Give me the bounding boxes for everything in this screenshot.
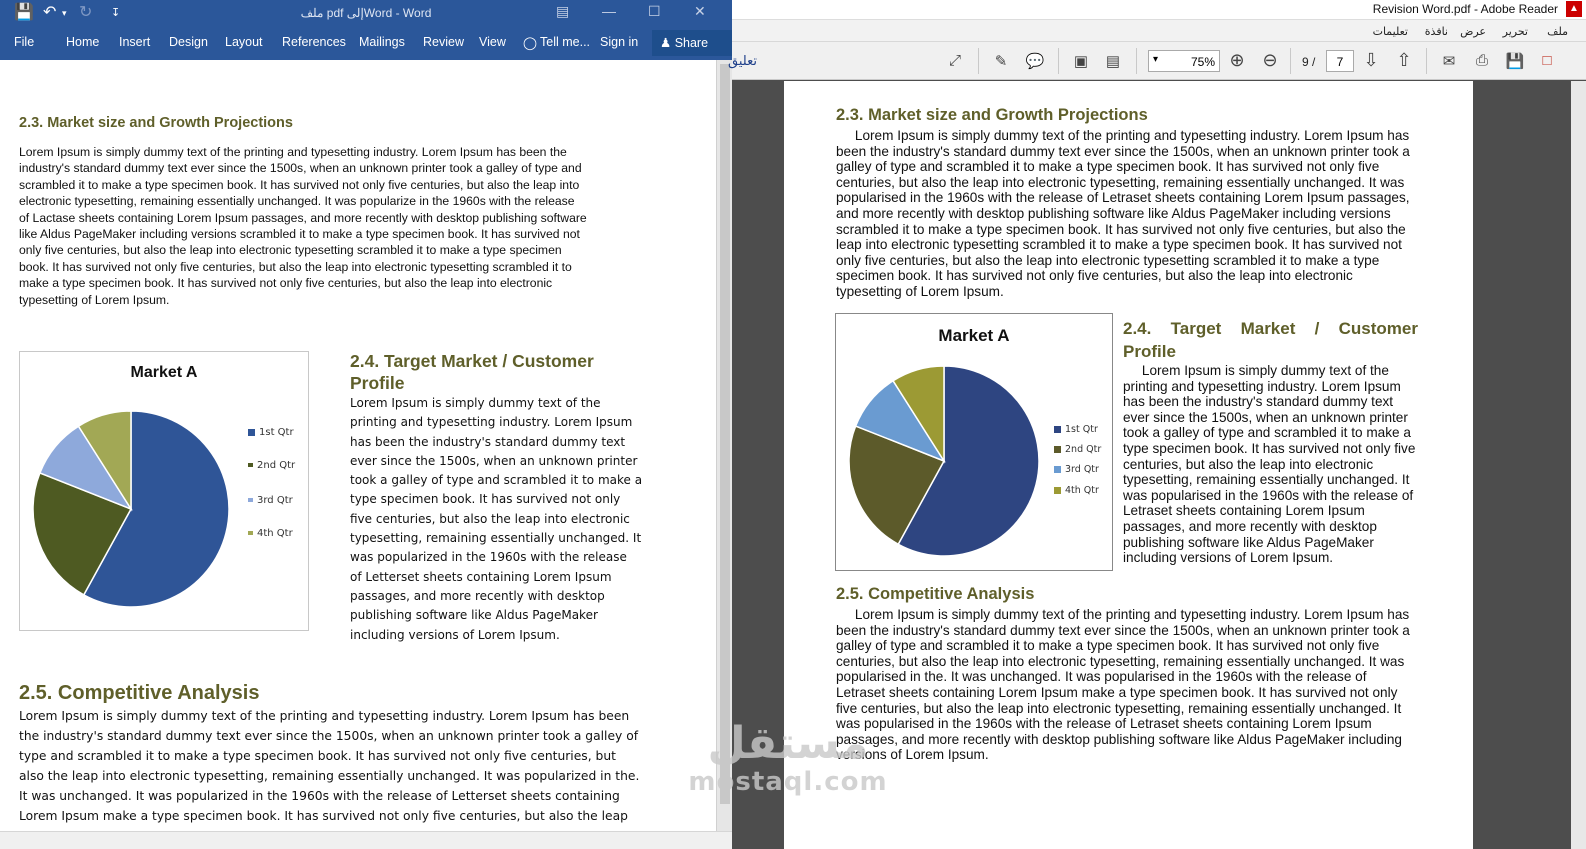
section-2-5-body (836, 607, 1418, 763)
text-line: been the industry's standard dummy text ever since the 1500s, when an unknown printer took a (836, 143, 1410, 159)
menu-file[interactable]: ملف (1547, 25, 1568, 38)
ribbon-tabs (0, 28, 732, 60)
heading-line: 2.4. Target Market / Customer (350, 351, 594, 371)
text-line: five centuries, but also the leap into electronic typesetting, remaining essentially unchanged. It (836, 700, 1402, 716)
text-line: has been the industry's standard dummy text (1123, 394, 1394, 410)
text-line: five centuries, but also the leap into electronic (350, 511, 630, 526)
share-label: Share (674, 36, 709, 50)
legend-swatch (248, 463, 253, 467)
text-line: leap into electronic typesetting scrambled it to make a type specimen book. It has survived not (836, 237, 1402, 253)
text-line: has been the industry's standard dummy text (350, 434, 626, 449)
close-icon[interactable]: ✕ (694, 3, 706, 19)
text-line: also the leap into electronic typesetting, remaining essentially unchanged. It was popularized in the. (19, 769, 640, 783)
text-line: printing and typesetting industry. Lorem Ipsum (1123, 378, 1401, 394)
adobe-titlebar (732, 0, 1586, 20)
tab-references[interactable]: References (282, 35, 346, 49)
fit-page-icon[interactable]: ▣ (1073, 53, 1089, 70)
section-heading-2-3: 2.3. Market size and Growth Projections (836, 106, 1148, 124)
legend-item (248, 495, 293, 506)
text-line: galley of type and scrambled it to make a type specimen book. It has survived not only five (836, 159, 1380, 175)
legend-label: 4th Qtr (257, 528, 293, 539)
watermark-arabic: مستقل (707, 718, 869, 769)
share-button[interactable] (652, 30, 734, 56)
market-a-chart[interactable] (835, 313, 1113, 571)
text-line: popularised in the. It was unchanged. It was popularised in the 1960s with the release of (836, 669, 1367, 685)
text-line: only five centuries, but also the leap into electronic typesetting scrambled it to make a type specimen (19, 243, 562, 258)
word-horizontal-scrollbar[interactable] (0, 831, 732, 849)
tab-file[interactable]: File (14, 35, 35, 49)
sign-in-link[interactable]: Sign in (600, 35, 639, 49)
word-titlebar (0, 0, 732, 28)
text-line: centuries, but also the leap into electronic (1123, 456, 1374, 472)
customize-toolbar-icon[interactable]: ↧ (111, 7, 121, 19)
pie-chart (20, 352, 310, 632)
menu-edit[interactable]: تحرير (1502, 25, 1528, 38)
legend-item (1054, 424, 1098, 435)
text-line: of Letterset sheets containing Lorem Ipsum (350, 569, 612, 584)
tab-insert[interactable]: Insert (119, 35, 151, 49)
text-line: Letraset sheets containing Lorem Ipsum (1123, 503, 1365, 519)
toolbar-separator (1426, 48, 1427, 74)
legend-swatch (248, 531, 253, 535)
text-line: passages, and more recently with desktop (1123, 518, 1377, 534)
undo-icon[interactable]: ↶ (43, 4, 57, 21)
text-line: make a type specimen book. It has survived not only five centuries, but also the leap into electronic (19, 276, 553, 291)
pie-chart (836, 314, 1114, 572)
legend-item (248, 427, 294, 438)
adobe-menubar (732, 20, 1586, 42)
print-icon[interactable]: ⎙ (1475, 52, 1488, 69)
text-line: like Aldus PageMaker including versions scrambled it to make a type specimen book. It has survived not (19, 227, 580, 242)
zoom-value: 75% (1190, 55, 1215, 69)
tab-home[interactable]: Home (66, 35, 100, 49)
document-background (1473, 81, 1571, 849)
text-line: centuries, but also the leap into electronic typesetting, remaining essentially unchanged. It was (836, 653, 1405, 669)
text-line: typesetting, remaining essentially unchanged. It (350, 531, 642, 546)
heading-line: Profile (1123, 342, 1176, 361)
text-line: was popularised in the 1960s with the release of Letraset sheets containing Lorem Ipsum (836, 716, 1372, 732)
chart-title: Market A (938, 326, 1010, 345)
legend-swatch (1054, 446, 1061, 453)
word-vertical-scrollbar[interactable] (716, 60, 732, 831)
market-a-chart[interactable] (19, 351, 309, 631)
window-title: ملف pdf إلىWord - Word (300, 6, 432, 20)
text-line: was popularised in the 1960s with the release of (1123, 487, 1414, 503)
text-line: including versions of Lorem Ipsum. (350, 627, 560, 642)
undo-dropdown-icon[interactable]: ▾ (62, 8, 67, 18)
lightbulb-icon: ◯ (523, 36, 537, 50)
legend-swatch (1054, 487, 1061, 494)
section-heading-2-4 (1123, 317, 1418, 363)
tab-layout[interactable]: Layout (225, 35, 263, 49)
legend-swatch (1054, 426, 1061, 433)
fullscreen-icon[interactable]: ⤢ (948, 52, 961, 69)
window-title: Revision Word.pdf - Adobe Reader (1372, 2, 1558, 16)
section-heading-2-5: 2.5. Competitive Analysis (836, 585, 1035, 603)
text-line: industry's standard dummy text ever since the 1500s, when an unknown printer took a galley of type and (19, 161, 582, 176)
adobe-vertical-scrollbar[interactable] (1571, 81, 1586, 849)
text-line: Lorem Ipsum make a type specimen book. It has survived not only five centuries, but also the leap (19, 809, 628, 823)
text-line: typesetting of Lorem Ipsum. (836, 283, 1004, 299)
text-line: type specimen book. It has survived not only five (1123, 440, 1416, 456)
page-number-input[interactable]: 7 (1326, 50, 1354, 72)
previous-page-icon[interactable]: ⇧ (1396, 50, 1412, 70)
text-line: It was unchanged. It was popularized in the 1960s with the release of Letterset sheets containing (19, 789, 620, 803)
text-line: Lorem Ipsum is simply dummy text of the (1123, 363, 1389, 378)
text-line: electronic typesetting, remaining essentially unchanged. It was popularize in the 1960s with the release (19, 194, 575, 209)
redo-icon[interactable]: ↻ (79, 4, 93, 21)
text-line: type and scrambled it to make a type specimen book. It has survived not only five centuries, but (19, 749, 616, 763)
text-line: scrambled it to make a type specimen book. It has survived not only five centuries, but also the leap into (19, 177, 580, 192)
heading-line: 2.4. Target Market / Customer (1123, 319, 1418, 338)
section-heading-2-4 (350, 350, 594, 394)
legend-label: 4th Qtr (1065, 485, 1099, 496)
text-line: Lorem Ipsum is simply dummy text of the printing and typesetting industry. Lorem Ipsum has (836, 128, 1410, 143)
tab-review[interactable]: Review (423, 35, 464, 49)
legend-item (248, 460, 295, 471)
text-line: the industry's standard dummy text ever since the 1500s, when an unknown printer took a galley of (19, 729, 639, 743)
text-line: took a galley of type and scrambled it to make a (1123, 425, 1411, 441)
text-line: publishing software like Aldus PageMaker (1123, 534, 1374, 550)
text-line: was popularized in the 1960s with the release (350, 550, 627, 565)
text-line: type specimen book. It has survived not only (350, 492, 621, 507)
word-document-page[interactable] (0, 60, 716, 831)
text-line: typesetting of Lorem Ipsum. (19, 292, 170, 307)
legend-label: 3rd Qtr (257, 495, 293, 506)
text-line: printing and typesetting industry. Lorem Ipsum (350, 415, 633, 430)
section-2-4-body (1123, 363, 1418, 566)
section-2-3-body (19, 144, 587, 308)
scroll-mode-icon[interactable]: ▤ (1105, 53, 1121, 70)
text-line: centuries, but also the leap into electronic typesetting, remaining essentially unchanged. It was (836, 174, 1405, 190)
text-line: Lorem Ipsum is simply dummy text of the (350, 396, 601, 410)
word-window (0, 0, 732, 849)
legend-item (248, 528, 293, 539)
menu-window[interactable]: نافذة (1424, 25, 1448, 38)
toolbar-separator (1058, 48, 1059, 74)
section-2-3-body (836, 128, 1418, 300)
toolbar-separator (1290, 48, 1291, 74)
text-line: Lorem Ipsum is simply dummy text of the printing and typesetting industry. Lorem Ipsum has (836, 607, 1410, 622)
text-line: specimen book. It has survived not only five centuries, but also the leap into electronic (836, 268, 1353, 284)
text-line: Lorem Ipsum is simply dummy text of the printing and typesetting industry. Lorem Ipsum has been (19, 709, 630, 723)
legend-label: 2nd Qtr (1065, 444, 1102, 455)
text-line: scrambled it to make a type specimen book. It has survived not only five centuries, but also the (836, 221, 1406, 237)
legend-swatch (248, 498, 253, 502)
legend-swatch (248, 429, 255, 436)
tab-mailings[interactable]: Mailings (359, 35, 405, 49)
maximize-icon[interactable]: ☐ (648, 3, 661, 19)
mostaql-watermark (688, 720, 888, 796)
create-pdf-icon[interactable]: □ (1542, 52, 1552, 69)
comment-button[interactable]: تعليق (728, 54, 757, 69)
save-icon[interactable]: 💾 (1505, 53, 1525, 70)
legend-label: 2nd Qtr (257, 460, 296, 471)
text-line: publishing software like Aldus PageMaker (350, 608, 598, 623)
tab-view[interactable]: View (479, 35, 506, 49)
legend-item (1054, 464, 1099, 475)
text-line: and more recently with desktop publishing software like Aldus PageMaker including versions (836, 205, 1391, 221)
text-line: only five centuries, but also the leap into electronic typesetting scrambled it to make a type (836, 252, 1380, 268)
legend-label: 3rd Qtr (1065, 464, 1099, 475)
watermark-domain: mostaql.com (688, 767, 888, 797)
text-line: of Lactase sheets containing Lorem Ipsum passages, and more recently with desktop publishing software (19, 210, 587, 225)
save-icon[interactable]: 💾 (14, 4, 34, 21)
zoom-in-icon[interactable]: ⊕ (1229, 50, 1245, 70)
text-line: been the industry's standard dummy text ever since the 1500s, when an unknown printer took a (836, 622, 1410, 638)
sign-icon[interactable]: ✎ (994, 53, 1008, 70)
menu-view[interactable]: عرض (1460, 25, 1486, 38)
section-heading-2-5: 2.5. Competitive Analysis (19, 682, 260, 704)
adobe-toolbar (728, 42, 1586, 80)
menu-help[interactable]: تعليمات (1372, 25, 1408, 38)
comment-bubble-icon[interactable]: 💬 (1025, 53, 1045, 70)
legend-label: 1st Qtr (259, 427, 294, 438)
tab-design[interactable]: Design (169, 35, 208, 49)
section-heading-2-3: 2.3. Market size and Growth Projections (19, 115, 293, 131)
text-line: typesetting, remaining essentially unchanged. It (1123, 472, 1410, 488)
section-2-5-body (19, 706, 639, 826)
text-line: passages, and more recently with desktop (350, 588, 605, 603)
page-total: 9 / (1302, 55, 1316, 69)
text-line: including versions of Lorem Ipsum. (1123, 550, 1334, 566)
chevron-down-icon[interactable]: ▾ (1153, 54, 1159, 65)
text-line: ever since the 1500s, when an unknown printer (350, 453, 638, 468)
scrollbar-thumb[interactable] (720, 64, 730, 804)
text-line: Letraset sheets containing Lorem Ipsum make a type specimen book. It has survived not only (836, 684, 1398, 700)
text-line: Lorem Ipsum is simply dummy text of the printing and typesetting industry. Lorem Ipsum has been the (19, 145, 567, 159)
minimize-icon[interactable]: — (602, 3, 616, 19)
section-2-4-body (350, 394, 642, 645)
legend-item (1054, 444, 1101, 455)
person-icon: ♟ (660, 36, 675, 50)
text-line: passages, and more recently with desktop publishing software like Aldus PageMaker including (836, 731, 1402, 747)
chart-title: Market A (130, 364, 198, 381)
text-line: took a galley of type and scrambled it to make a (350, 473, 643, 488)
next-page-icon[interactable]: ⇩ (1363, 50, 1379, 70)
heading-line: Profile (350, 373, 405, 393)
toolbar-separator (1136, 48, 1137, 74)
text-line: versions of Lorem Ipsum. (836, 747, 989, 763)
text-line: book. It has survived not only five centuries, but also the leap into electronic typesetting scrambled it to (19, 259, 572, 274)
legend-swatch (1054, 466, 1061, 473)
adobe-app-icon: ▲ (1566, 1, 1582, 17)
text-line: popularised in the 1960s with the release of Letraset sheets containing Lorem Ipsum passages, (836, 190, 1410, 206)
zoom-out-icon[interactable]: ⊖ (1262, 50, 1278, 70)
text-line: galley of type and scrambled it to make a type specimen book. It has survived not only five (836, 638, 1380, 654)
toolbar-separator (978, 48, 979, 74)
zoom-select[interactable] (1148, 50, 1220, 72)
tell-me-input[interactable]: Tell me... (540, 35, 591, 49)
ribbon-display-icon[interactable]: ▤ (556, 3, 570, 19)
text-line: ever since the 1500s, when an unknown printer (1123, 409, 1408, 425)
legend-label: 1st Qtr (1065, 424, 1098, 435)
email-icon[interactable]: ✉ (1442, 53, 1456, 70)
legend-item (1054, 485, 1099, 496)
